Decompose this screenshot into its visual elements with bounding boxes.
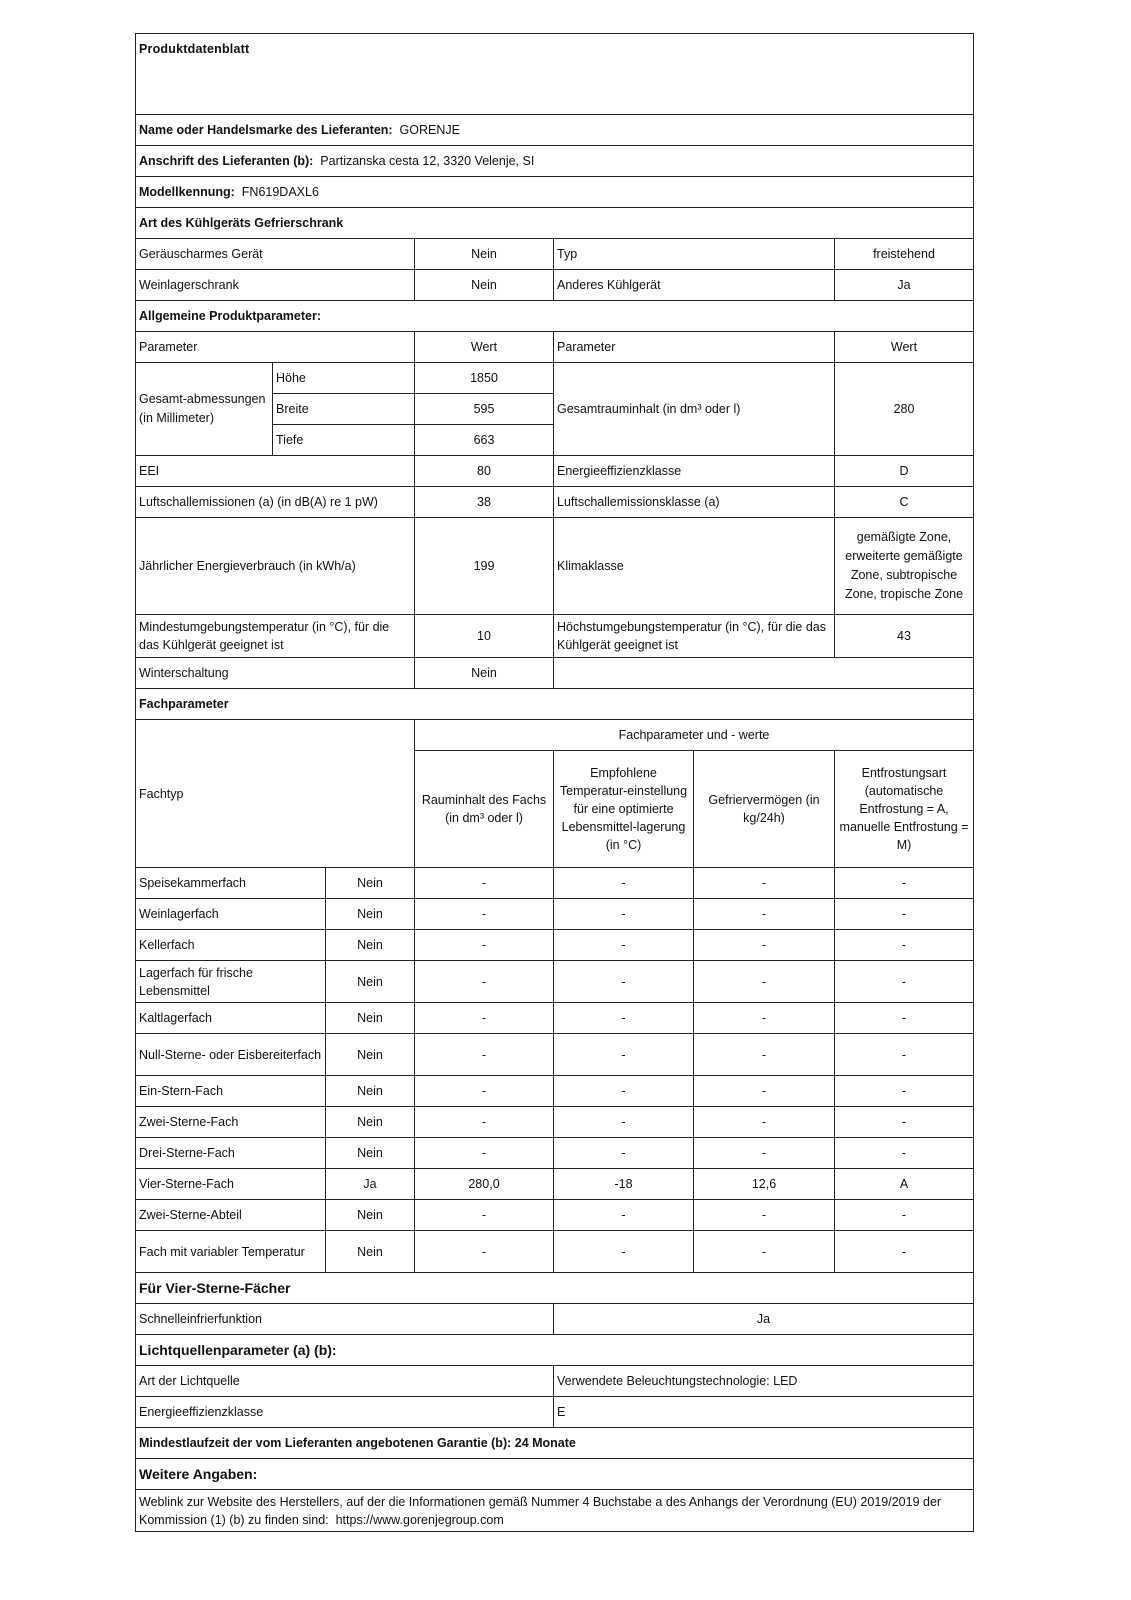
compartment-temp: -18 [554, 1169, 694, 1200]
compartment-temp: - [554, 1200, 694, 1231]
weblink-row [136, 1490, 974, 1532]
compartment-temp: - [554, 1231, 694, 1273]
compartment-defrost: - [835, 1231, 974, 1273]
compartment-volume: - [415, 1076, 554, 1107]
compartment-row [136, 1231, 974, 1273]
compartment-row [136, 1034, 974, 1076]
datasheet-table [135, 33, 974, 1532]
light-type-label: Art der Lichtquelle [136, 1366, 554, 1397]
compartment-name: Null-Sterne- oder Eisbereiterfach [136, 1034, 326, 1076]
quick-freeze-row [136, 1304, 974, 1335]
compartment-temp: - [554, 868, 694, 899]
supplier-name-value: GORENJE [399, 123, 460, 137]
light-class-row [136, 1397, 974, 1428]
compartment-volume: - [415, 868, 554, 899]
compartment-header-row [136, 720, 974, 751]
compartment-row [136, 899, 974, 930]
dimension-value-width: 595 [415, 394, 554, 425]
param-value: 199 [415, 518, 554, 615]
compartment-present: Nein [326, 1076, 415, 1107]
compartment-row [136, 1003, 974, 1034]
type-row-label: Weinlagerschrank [136, 270, 415, 301]
compartment-freeze: 12,6 [694, 1169, 835, 1200]
compartment-temp: - [554, 961, 694, 1003]
total-volume-label: Gesamtrauminhalt (in dm³ oder l) [554, 363, 835, 456]
warranty-row: Mindestlaufzeit der vom Lieferanten angebotenen Garantie (b): 24 Monate [136, 1428, 974, 1459]
compartment-freeze: - [694, 1003, 835, 1034]
compartment-freeze: - [694, 1107, 835, 1138]
light-source-heading: Lichtquellenparameter (a) (b): [136, 1335, 974, 1366]
compartment-defrost: - [835, 1200, 974, 1231]
col-header-value: Wert [415, 332, 554, 363]
compartment-temp: - [554, 1003, 694, 1034]
compartment-defrost: - [835, 899, 974, 930]
compartment-temp: - [554, 930, 694, 961]
compartment-volume: - [415, 1107, 554, 1138]
compartment-defrost: - [835, 1107, 974, 1138]
param-value: 10 [415, 615, 554, 658]
param-value2: D [835, 456, 974, 487]
param-row [136, 487, 974, 518]
light-type-value: Verwendete Beleuchtungstechnologie: LED [554, 1366, 974, 1397]
compartment-freeze: - [694, 1076, 835, 1107]
general-params-heading: Allgemeine Produktparameter: [136, 301, 974, 332]
type-row-value2: Ja [835, 270, 974, 301]
compartment-name: Weinlagerfach [136, 899, 326, 930]
compartment-defrost: - [835, 1003, 974, 1034]
compartment-volume: - [415, 1231, 554, 1273]
param-label2: Klimaklasse [554, 518, 835, 615]
winter-label: Winterschaltung [136, 658, 415, 689]
supplier-name-row [136, 115, 974, 146]
compartment-temp: - [554, 1076, 694, 1107]
type-row-value: Nein [415, 239, 554, 270]
compartment-volume: - [415, 1003, 554, 1034]
compartment-row [136, 1107, 974, 1138]
light-class-value: E [554, 1397, 974, 1428]
compartment-volume: - [415, 930, 554, 961]
type-row-label2: Typ [554, 239, 835, 270]
compartment-name: Kellerfach [136, 930, 326, 961]
type-row [136, 239, 974, 270]
compartment-freeze: - [694, 899, 835, 930]
dimensions-label: Gesamt-abmessungen (in Millimeter) [136, 363, 273, 456]
compartment-row [136, 930, 974, 961]
compartment-volume: - [415, 1034, 554, 1076]
compartment-name: Fach mit variabler Temperatur [136, 1231, 326, 1273]
page-title: Produktdatenblatt [136, 34, 974, 115]
col-header-defrost-type: Entfrostungsart (automatische Entfrostung = A, manuelle Entfrostung = M) [835, 751, 974, 868]
light-class-label: Energieeffizienzklasse [136, 1397, 554, 1428]
total-volume-value: 280 [835, 363, 974, 456]
compartment-name: Drei-Sterne-Fach [136, 1138, 326, 1169]
compartment-freeze: - [694, 868, 835, 899]
type-row-value: Nein [415, 270, 554, 301]
empty-cell [554, 658, 974, 689]
further-info-heading: Weitere Angaben: [136, 1459, 974, 1490]
compartment-name: Lagerfach für frische Lebensmittel [136, 961, 326, 1003]
col-header-temperature: Empfohlene Temperatur-einstellung für eine optimierte Lebensmittel-lagerung (in °C) [554, 751, 694, 868]
compartment-temp: - [554, 1107, 694, 1138]
compartment-temp: - [554, 1138, 694, 1169]
light-type-row [136, 1366, 974, 1397]
compartment-row [136, 1200, 974, 1231]
type-row-value2: freistehend [835, 239, 974, 270]
compartment-temp: - [554, 1034, 694, 1076]
compartment-volume: 280,0 [415, 1169, 554, 1200]
compartment-name: Ein-Stern-Fach [136, 1076, 326, 1107]
compartment-volume: - [415, 899, 554, 930]
winter-row [136, 658, 974, 689]
compartment-freeze: - [694, 1200, 835, 1231]
compartment-name: Kaltlagerfach [136, 1003, 326, 1034]
param-row [136, 456, 974, 487]
param-row [136, 615, 974, 658]
compartment-defrost: - [835, 1138, 974, 1169]
compartment-row [136, 1169, 974, 1200]
supplier-address-value: Partizanska cesta 12, 3320 Velenje, SI [320, 154, 535, 168]
dimension-label-height: Höhe [273, 363, 415, 394]
appliance-type-heading: Art des Kühlgeräts Gefrierschrank [136, 208, 974, 239]
dimension-label-width: Breite [273, 394, 415, 425]
product-data-sheet [135, 33, 973, 1532]
compartment-temp: - [554, 899, 694, 930]
general-params-header [136, 332, 974, 363]
compartment-freeze: - [694, 1034, 835, 1076]
col-header-parameter-2: Parameter [554, 332, 835, 363]
col-header-volume: Rauminhalt des Fachs (in dm³ oder l) [415, 751, 554, 868]
param-value: 38 [415, 487, 554, 518]
col-header-parameter: Parameter [136, 332, 415, 363]
compartment-present: Nein [326, 1003, 415, 1034]
compartment-present: Nein [326, 1034, 415, 1076]
four-star-heading: Für Vier-Sterne-Fächer [136, 1273, 974, 1304]
param-label2: Luftschallemissionsklasse (a) [554, 487, 835, 518]
compartment-present: Nein [326, 1138, 415, 1169]
compartment-params-heading: Fachparameter [136, 689, 974, 720]
compartment-name: Speisekammerfach [136, 868, 326, 899]
compartment-present: Nein [326, 930, 415, 961]
param-label: Jährlicher Energieverbrauch (in kWh/a) [136, 518, 415, 615]
compartment-row [136, 1138, 974, 1169]
compartment-present: Nein [326, 1107, 415, 1138]
col-header-freezing-capacity: Gefriervermögen (in kg/24h) [694, 751, 835, 868]
supplier-address-label: Anschrift des Lieferanten (b): [139, 154, 314, 168]
param-label2: Höchstumgebungstemperatur (in °C), für die das Kühlgerät geeignet ist [554, 615, 835, 658]
compartment-present: Nein [326, 1200, 415, 1231]
compartment-defrost: - [835, 868, 974, 899]
compartment-volume: - [415, 1138, 554, 1169]
model-label: Modellkennung: [139, 185, 235, 199]
compartment-group-header: Fachparameter und - werte [415, 720, 974, 751]
type-row-label: Geräuscharmes Gerät [136, 239, 415, 270]
param-label: Mindestumgebungstemperatur (in °C), für die das Kühlgerät geeignet ist [136, 615, 415, 658]
compartment-row [136, 1076, 974, 1107]
compartment-row [136, 868, 974, 899]
param-label: EEI [136, 456, 415, 487]
dimension-label-depth: Tiefe [273, 425, 415, 456]
compartment-volume: - [415, 961, 554, 1003]
compartment-present: Nein [326, 899, 415, 930]
compartment-defrost: - [835, 1076, 974, 1107]
weblink-text: Weblink zur Website des Herstellers, auf der die Informationen gemäß Nummer 4 Buchstabe a des Anhangs der Verordnung (EU) 2019/2019 der Kommission (1) (b) zu finden sind: [139, 1494, 942, 1527]
compartment-name: Zwei-Sterne-Fach [136, 1107, 326, 1138]
col-header-value-2: Wert [835, 332, 974, 363]
winter-value: Nein [415, 658, 554, 689]
param-value2: 43 [835, 615, 974, 658]
compartment-name: Zwei-Sterne-Abteil [136, 1200, 326, 1231]
supplier-address-row [136, 146, 974, 177]
compartment-freeze: - [694, 930, 835, 961]
param-value2: C [835, 487, 974, 518]
param-label2: Energieeffizienzklasse [554, 456, 835, 487]
compartment-present: Nein [326, 961, 415, 1003]
compartment-freeze: - [694, 1231, 835, 1273]
model-row [136, 177, 974, 208]
compartment-type-header: Fachtyp [136, 720, 415, 868]
compartment-freeze: - [694, 1138, 835, 1169]
type-row [136, 270, 974, 301]
compartment-present: Nein [326, 1231, 415, 1273]
compartment-defrost: - [835, 1034, 974, 1076]
weblink-url[interactable]: https://www.gorenjegroup.com [335, 1512, 504, 1527]
quick-freeze-value: Ja [554, 1304, 974, 1335]
model-value: FN619DAXL6 [241, 185, 319, 199]
compartment-defrost: - [835, 961, 974, 1003]
compartment-defrost: - [835, 930, 974, 961]
climate-class-value: gemäßigte Zone, erweiterte gemäßigte Zone, subtropische Zone, tropische Zone [835, 518, 974, 615]
compartment-freeze: - [694, 961, 835, 1003]
param-value: 80 [415, 456, 554, 487]
compartment-present: Nein [326, 868, 415, 899]
compartment-row [136, 961, 974, 1003]
param-row [136, 518, 974, 615]
compartment-present: Ja [326, 1169, 415, 1200]
quick-freeze-label: Schnelleinfrierfunktion [136, 1304, 554, 1335]
param-label: Luftschallemissionen (a) (in dB(A) re 1 pW) [136, 487, 415, 518]
compartment-volume: - [415, 1200, 554, 1231]
type-row-label2: Anderes Kühlgerät [554, 270, 835, 301]
compartment-defrost: A [835, 1169, 974, 1200]
supplier-name-label: Name oder Handelsmarke des Lieferanten: [139, 123, 393, 137]
dimension-value-height: 1850 [415, 363, 554, 394]
compartment-name: Vier-Sterne-Fach [136, 1169, 326, 1200]
dimension-row [136, 363, 974, 394]
dimension-value-depth: 663 [415, 425, 554, 456]
